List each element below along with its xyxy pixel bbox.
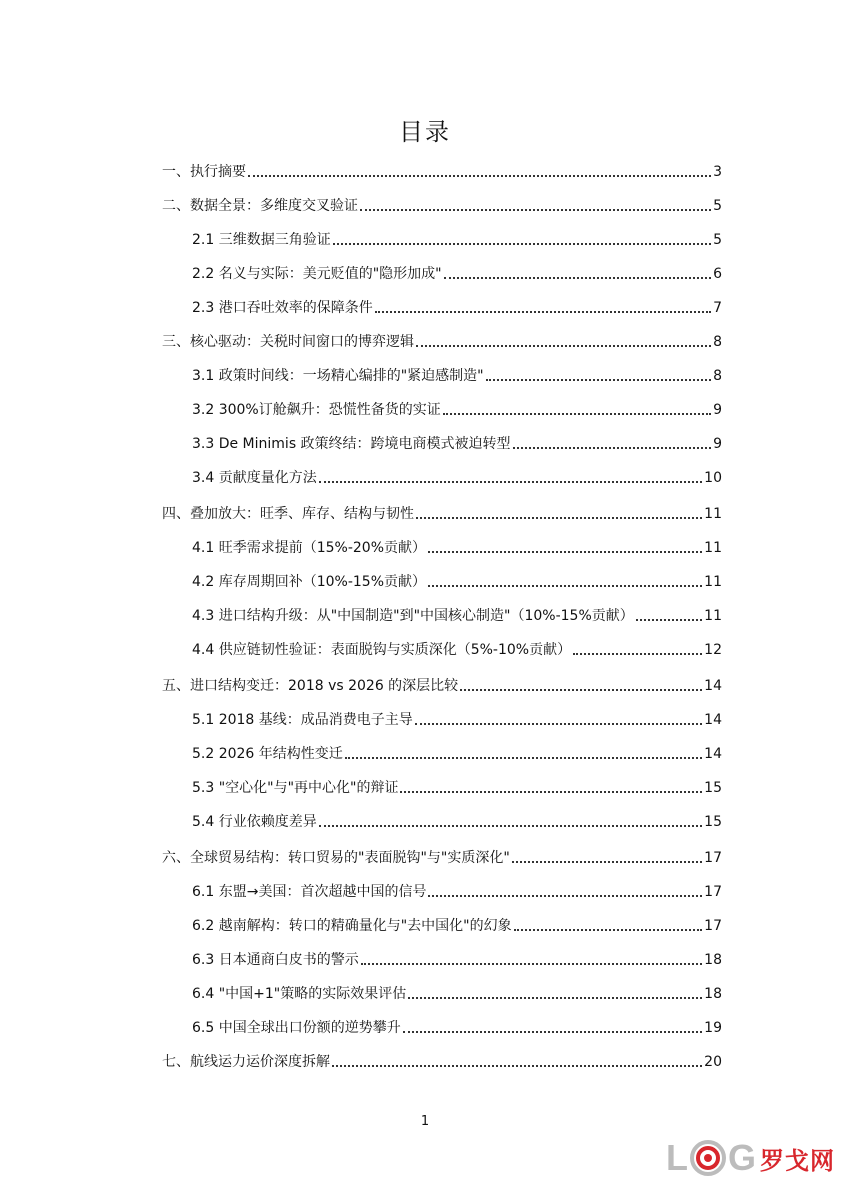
toc-entry-label: 4.3 进口结构升级：从"中国制造"到"中国核心制造"（10%-15%贡献）	[192, 608, 634, 624]
toc-entry-page: 9	[713, 436, 722, 452]
dot-leader	[486, 379, 711, 381]
toc-entry[interactable]	[192, 466, 722, 488]
dot-leader	[428, 895, 702, 897]
toc-entry-label: 五、进口结构变迁：2018 vs 2026 的深层比较	[162, 678, 459, 694]
toc-entry-label: 2.1 三维数据三角验证	[192, 232, 331, 248]
toc-entry[interactable]	[162, 194, 722, 216]
toc-entry[interactable]	[192, 570, 722, 592]
toc-entry-label: 三、核心驱动：关税时间窗口的博弈逻辑	[162, 334, 414, 350]
toc-entry-page: 12	[704, 642, 722, 658]
toc-entry[interactable]	[192, 914, 722, 936]
toc-entry[interactable]	[162, 846, 722, 868]
toc-entry[interactable]	[192, 742, 722, 764]
toc-entry-label: 3.1 政策时间线：一场精心编排的"紧迫感制造"	[192, 368, 484, 384]
dot-leader	[428, 585, 702, 587]
toc-entry-label: 2.3 港口吞吐效率的保障条件	[192, 300, 373, 316]
toc-entry-page: 15	[704, 780, 722, 796]
dot-leader	[443, 413, 711, 415]
toc-entry-page: 11	[704, 540, 722, 556]
toc-entry[interactable]	[192, 296, 722, 318]
toc-entry[interactable]	[162, 330, 722, 352]
dot-leader	[573, 653, 702, 655]
toc-entry-page: 19	[704, 1020, 722, 1036]
toc-entry-page: 7	[713, 300, 722, 316]
toc-entry-page: 6	[713, 266, 722, 282]
dot-leader	[333, 243, 711, 245]
dot-leader	[460, 689, 702, 691]
toc-entry-page: 9	[713, 402, 722, 418]
toc-entry[interactable]	[192, 982, 722, 1004]
page-number: 1	[420, 1114, 430, 1129]
dot-leader	[512, 861, 702, 863]
toc-entry-label: 4.4 供应链韧性验证：表面脱钩与实质深化（5%-10%贡献）	[192, 642, 572, 658]
toc-entry-label: 2.2 名义与实际：美元贬值的"隐形加成"	[192, 266, 442, 282]
toc-entry-label: 七、航线运力运价深度拆解	[162, 1054, 330, 1070]
toc-entry-page: 20	[704, 1054, 722, 1070]
dot-leader	[415, 723, 702, 725]
toc-entry[interactable]	[162, 160, 722, 182]
toc-entry[interactable]	[192, 948, 722, 970]
toc-entry[interactable]	[192, 432, 722, 454]
toc-entry-page: 18	[704, 986, 722, 1002]
toc-entry-label: 二、数据全景：多维度交叉验证	[162, 198, 358, 214]
toc-entry-page: 14	[704, 678, 722, 694]
toc-entry-page: 14	[704, 746, 722, 762]
dot-leader	[428, 551, 702, 553]
brand-logo	[666, 1138, 842, 1178]
logo-brand-text: 罗戈网	[760, 1146, 836, 1175]
dot-leader	[400, 791, 702, 793]
toc-entry-label: 3.3 De Minimis 政策终结：跨境电商模式被迫转型	[192, 436, 511, 452]
dot-leader	[248, 175, 711, 177]
dot-leader	[345, 757, 702, 759]
toc-entry-page: 5	[713, 198, 722, 214]
toc-entry-label: 6.1 东盟→美国：首次超越中国的信号	[192, 884, 427, 900]
toc-entry-page: 5	[713, 232, 722, 248]
toc-entry-page: 14	[704, 712, 722, 728]
toc-entry[interactable]	[192, 880, 722, 902]
toc-entry-label: 4.1 旺季需求提前（15%-20%贡献）	[192, 540, 427, 556]
toc-entry[interactable]	[192, 364, 722, 386]
target-icon	[690, 1140, 726, 1176]
toc-entry[interactable]	[162, 674, 722, 696]
toc-entry[interactable]	[192, 708, 722, 730]
logo-letter-l: L	[666, 1137, 688, 1178]
toc-entry[interactable]	[192, 810, 722, 832]
toc-entry-label: 6.3 日本通商白皮书的警示	[192, 952, 359, 968]
toc-entry-label: 5.1 2018 基线：成品消费电子主导	[192, 712, 413, 728]
toc-entry[interactable]	[192, 536, 722, 558]
dot-leader	[636, 619, 702, 621]
toc-entry-page: 17	[704, 918, 722, 934]
toc-entry[interactable]	[192, 398, 722, 420]
toc-entry-label: 4.2 库存周期回补（10%-15%贡献）	[192, 574, 427, 590]
toc-entry-label: 3.4 贡献度量化方法	[192, 470, 317, 486]
toc-entry-label: 6.4 "中国+1"策略的实际效果评估	[192, 986, 407, 1002]
dot-leader	[319, 481, 702, 483]
toc-entry-page: 8	[713, 334, 722, 350]
dot-leader	[403, 1031, 702, 1033]
toc-entry-page: 18	[704, 952, 722, 968]
toc-entry-label: 一、执行摘要	[162, 164, 246, 180]
toc-entry[interactable]	[192, 604, 722, 626]
toc-entry-page: 17	[704, 884, 722, 900]
toc-entry-page: 11	[704, 506, 722, 522]
toc-entry-label: 6.5 中国全球出口份额的逆势攀升	[192, 1020, 401, 1036]
logo-letter-g: G	[728, 1137, 757, 1178]
toc-entry[interactable]	[192, 776, 722, 798]
dot-leader	[444, 277, 711, 279]
dot-leader	[375, 311, 711, 313]
dot-leader	[513, 447, 712, 449]
dot-leader	[416, 517, 702, 519]
toc-entry-label: 六、全球贸易结构：转口贸易的"表面脱钩"与"实质深化"	[162, 850, 510, 866]
toc-entry[interactable]	[162, 502, 722, 524]
toc-entry-label: 6.2 越南解构：转口的精确量化与"去中国化"的幻象	[192, 918, 512, 934]
dot-leader	[408, 997, 702, 999]
dot-leader	[514, 929, 703, 931]
toc-entry-label: 3.2 300%订舱飙升：恐慌性备货的实证	[192, 402, 441, 418]
toc-entry-page: 3	[713, 164, 722, 180]
toc-entry-page: 10	[704, 470, 722, 486]
toc-entry[interactable]	[192, 1016, 722, 1038]
toc-entry-page: 8	[713, 368, 722, 384]
toc-entry-label: 5.3 "空心化"与"再中心化"的辩证	[192, 780, 399, 796]
dot-leader	[332, 1065, 702, 1067]
toc-entry-page: 15	[704, 814, 722, 830]
page-title: 目录	[399, 118, 451, 146]
toc-entry-page: 17	[704, 850, 722, 866]
toc-entry-page: 11	[704, 608, 722, 624]
toc-entry-page: 11	[704, 574, 722, 590]
toc-entry-label: 5.4 行业依赖度差异	[192, 814, 317, 830]
toc-entry[interactable]	[192, 262, 722, 284]
toc-entry[interactable]	[192, 228, 722, 250]
toc-entry-label: 5.2 2026 年结构性变迁	[192, 746, 343, 762]
dot-leader	[361, 963, 702, 965]
dot-leader	[360, 209, 711, 211]
toc-entry[interactable]	[162, 1050, 722, 1072]
dot-leader	[416, 345, 711, 347]
dot-leader	[319, 825, 702, 827]
toc-entry[interactable]	[192, 638, 722, 660]
toc-entry-label: 四、叠加放大：旺季、库存、结构与韧性	[162, 506, 414, 522]
